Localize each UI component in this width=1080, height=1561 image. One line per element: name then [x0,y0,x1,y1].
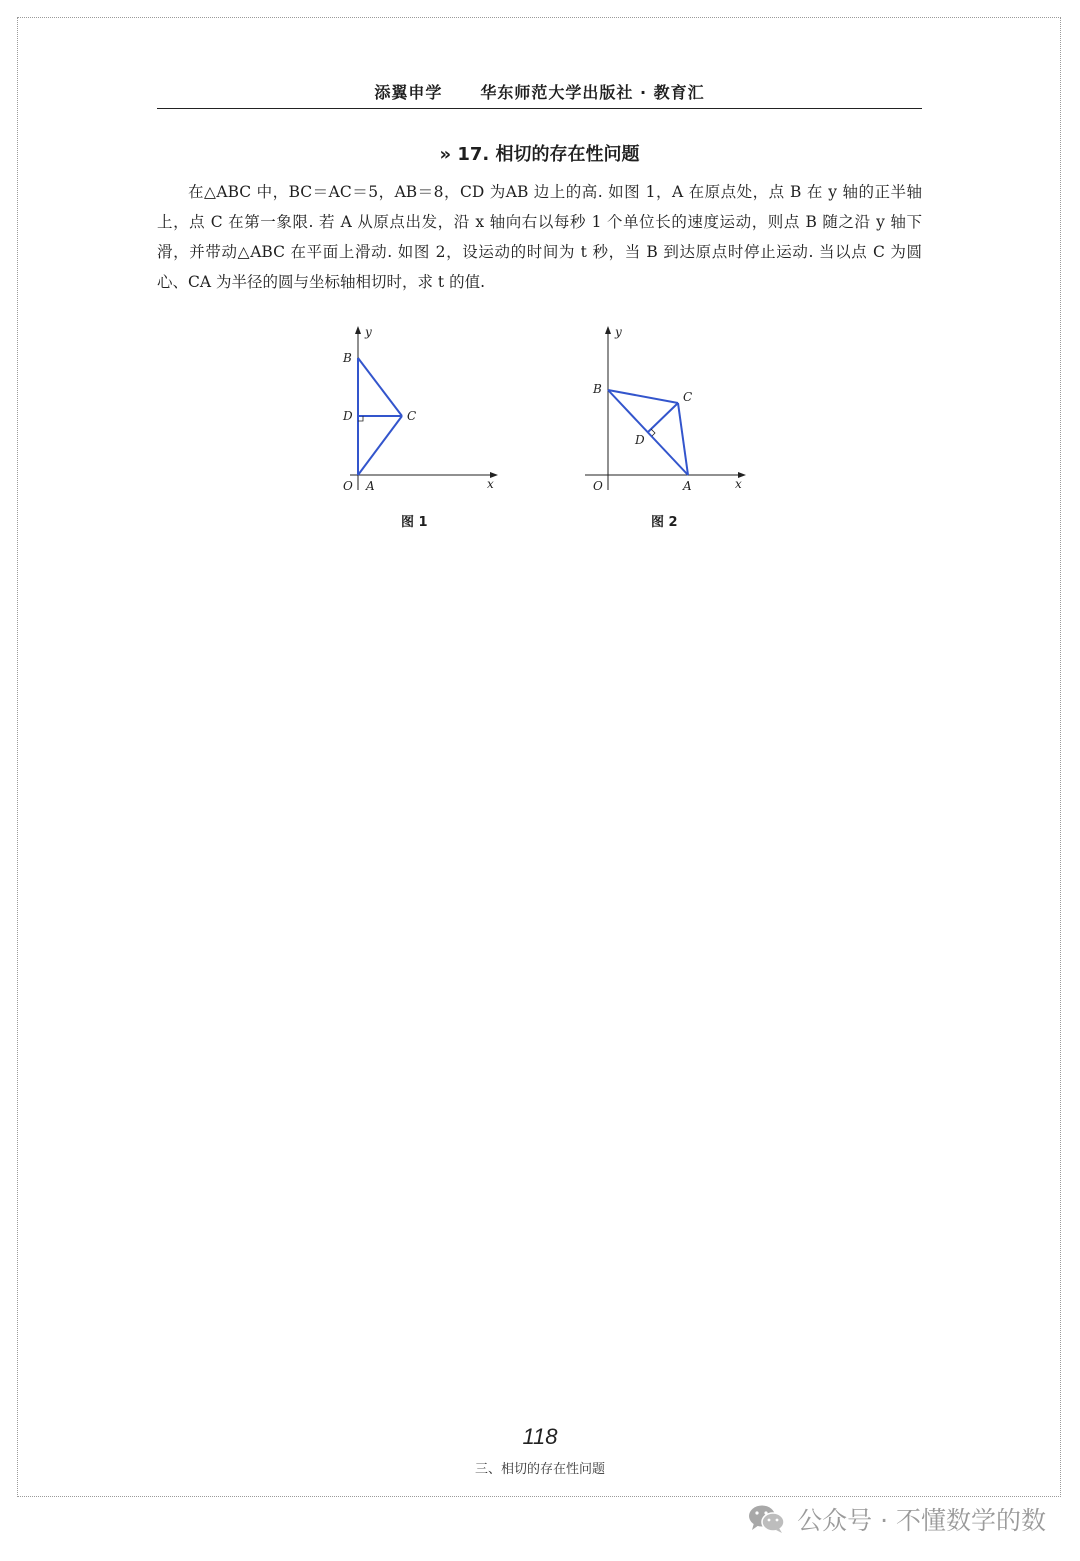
label-c: C [407,409,417,423]
problem-statement [157,177,922,297]
header-left: 添翼申学 [374,83,443,102]
figure-2 [580,320,760,500]
label-y: y [615,325,622,339]
label-a: A [366,479,375,493]
label-d: D [343,409,353,423]
segment-cd [648,403,678,432]
running-header [157,80,922,109]
label-b: B [343,351,352,365]
figure-1-caption: 图 1 [401,515,428,530]
y-axis-arrow [605,326,611,334]
y-axis-arrow [355,326,361,334]
figure-1 [330,320,510,500]
label-y: y [365,325,372,339]
segment-ca [678,403,688,475]
figure-2-caption: 图 2 [651,515,678,530]
label-a: A [683,479,692,493]
label-o: O [593,479,603,493]
watermark [747,1501,1046,1537]
problem-title: » 17. 相切的存在性问题 [439,144,640,165]
label-d: D [635,433,645,447]
watermark-text: 公众号 · 不懂数学的数 [797,1506,1046,1535]
label-o: O [343,479,353,493]
label-b: B [593,382,602,396]
footer-section: 三、相切的存在性问题 [474,1462,605,1477]
header-right: 华东师范大学出版社 · 教育汇 [480,83,705,102]
label-x: x [487,477,494,491]
figure-1-diagram [330,320,510,500]
segment-ca [358,416,402,475]
label-x: x [735,477,742,491]
segment-bc [358,358,402,416]
page-number: 118 [522,1424,558,1449]
problem-text: 在△ABC 中，BC＝AC＝5，AB＝8，CD 为AB 边上的高. 如图 1，A 在原点处，点 B 在 y 轴的正半轴上，点 C 在第一象限. 若 A 从原点出发，沿 x 轴向右以每秒 1 个单位长的速度运动，则点 B 随之沿 y 轴下滑，并带动△ABC 在平面上滑动. 如图 2，设运动的时间为 t 秒，当 B 到达原点时停止运动. 当以点 C 为圆心、CA 为半径的圆与坐标轴相切时，求 t 的值. [157,183,922,291]
figure-2-diagram [580,320,760,500]
label-c: C [683,390,693,404]
wechat-icon [747,1503,787,1535]
